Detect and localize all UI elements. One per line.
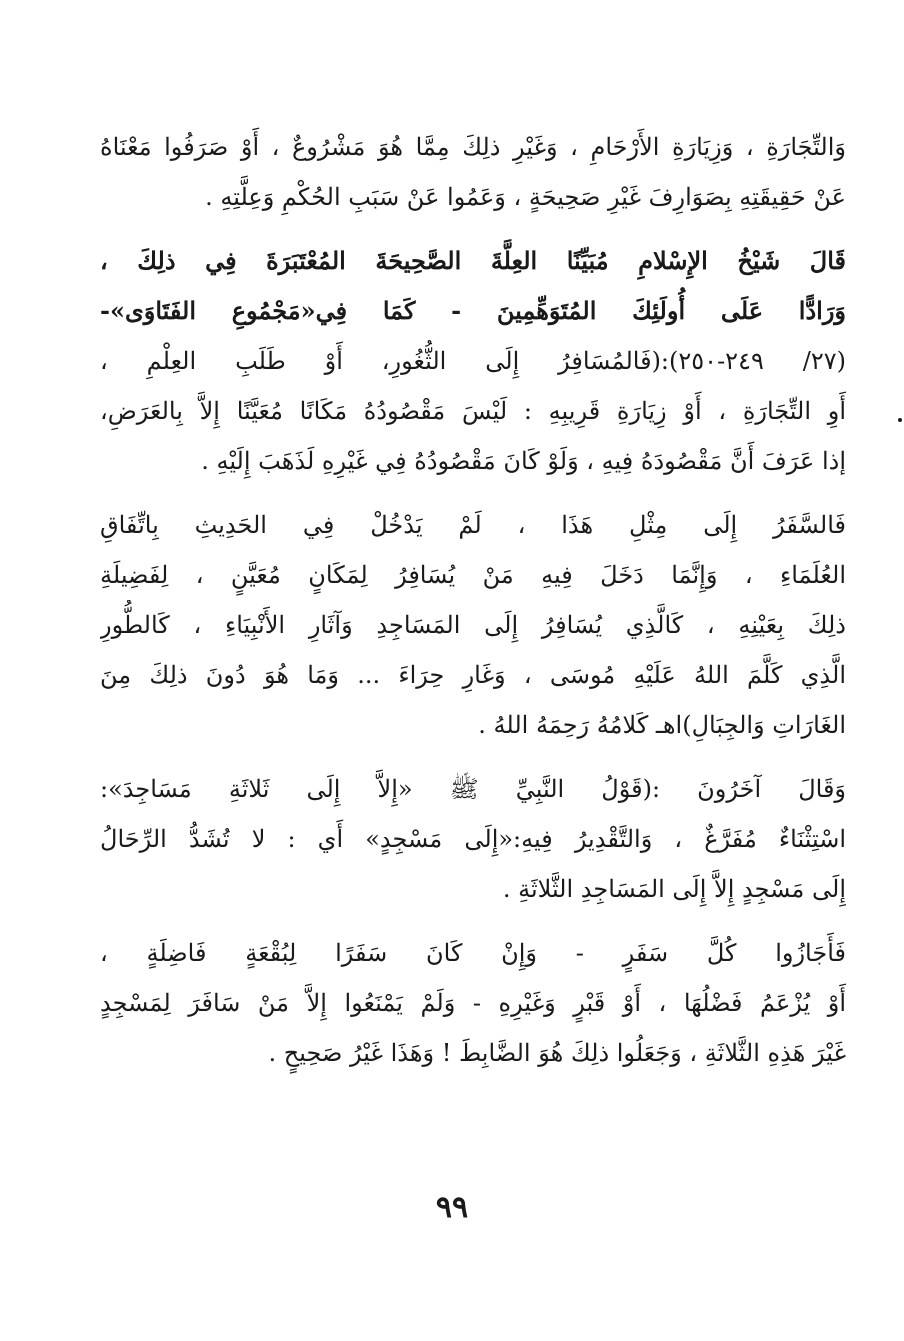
text-line: الغَارَاتِ وَالجِبَالِ)اهـ كَلامُهُ رَحِمَهُ اللهُ .: [478, 711, 846, 739]
text-line: قَالَ شَيْخُ الإِسْلامِ مُبَيِّنًا العِلَّةَ الصَّحِيحَةَ المُعْتَبَرَةَ فِي ذلِكَ ،: [100, 246, 846, 275]
text-line: إِلَى مَسْجِدٍ إِلاَّ إِلَى المَسَاجِدِ الثَّلاثَةِ .: [502, 875, 846, 903]
text-line: أَوْ يُزْعَمُ فَضْلُهَا ، أَوْ قَبْرٍ وَغَيْرِهِ - وَلَمْ يَمْنَعُوا إِلاَّ مَنْ سَافَرَ لِمَسْجِدٍ: [100, 989, 846, 1017]
page-number: ٩٩: [435, 1190, 469, 1225]
text-line: وَرَادًّا عَلَى أُولَئِكَ المُتَوَهِّمِينَ - كَمَا فِي«مَجْمُوعِ الفَتَاوَى»-: [100, 296, 846, 325]
text-line: (٢٧/ ٢٤٩-٢٥٠):(فَالمُسَافِرُ إِلَى الثُّغُورِ، أَوْ طَلَبِ العِلْمِ ،: [100, 347, 846, 375]
text-line: اسْتِثْنَاءٌ مُفَرَّغٌ ، وَالتَّقْدِيرُ فِيهِ:«إِلَى مَسْجِدٍ» أَي : لا تُشَدُّ الرِّحَالُ: [100, 825, 846, 853]
text-line: أَوِ التِّجَارَةِ ، أَوْ زِيَارَةِ قَرِيبِهِ : لَيْسَ مَقْصُودُهُ مَكَانًا مُعَيَّنًا إِلاَّ بِالعَرَضِ،: [100, 397, 846, 425]
text-line: إذا عَرَفَ أَنَّ مَقْصُودَهُ فِيهِ ، وَلَوْ كَانَ مَقْصُودُهُ فِي غَيْرِهِ لَذَهَبَ إِلَيْهِ .: [201, 447, 846, 475]
text-line: فَالسَّفَرُ إِلَى مِثْلِ هَذَا ، لَمْ يَدْخُلْ فِي الحَدِيثِ بِاتِّفَاقِ: [100, 511, 846, 539]
text-line: وَقَالَ آخَرُونَ :(قَوْلُ النَّبِيِّ ﷺ «إِلاَّ إِلَى ثَلاثَةِ مَسَاجِدَ»:: [100, 775, 846, 803]
body-text: [100, 122, 846, 1078]
text-line: عَنْ حَقِيقَتِهِ بِصَوَارِفَ غَيْرِ صَحِيحَةٍ ، وَعَمُوا عَنْ سَبَبِ الحُكْمِ وَعِلَّتِهِ .: [205, 183, 846, 211]
text-line: غَيْرَ هَذِهِ الثَّلاثَةِ ، وَجَعَلُوا ذلِكَ هُوَ الضَّابِطَ ! وَهَذَا غَيْرُ صَحِيحٍ .: [268, 1039, 846, 1067]
text-line: فَأَجَازُوا كُلَّ سَفَرٍ - وَإِنْ كَانَ سَفَرًا لِبُقْعَةٍ فَاضِلَةٍ ،: [100, 939, 846, 967]
text-line: وَالتِّجَارَةِ ، وَزِيَارَةِ الأَرْحَامِ ، وَغَيْرِ ذلِكَ مِمَّا هُوَ مَشْرُوعٌ ، أَوْ صَرَفُوا مَعْنَاهُ: [100, 133, 846, 161]
text-line: العُلَمَاءِ ، وَإِنَّمَا دَخَلَ فِيهِ مَنْ يُسَافِرُ لِمَكَانٍ مُعَيَّنٍ ، لِفَضِيلَةِ: [100, 561, 846, 589]
margin-dot: [898, 418, 902, 422]
text-line: ذلِكَ بِعَيْنِهِ ، كَالَّذِي يُسَافِرُ إِلَى المَسَاجِدِ وَآثَارِ الأَنْبِيَاءِ ، كَالطُّورِ: [100, 611, 846, 639]
text-line: الَّذِي كَلَّمَ اللهُ عَلَيْهِ مُوسَى ، وَغَارِ حِرَاءَ ... وَمَا هُوَ دُونَ ذلِكَ مِنَ: [100, 661, 846, 689]
